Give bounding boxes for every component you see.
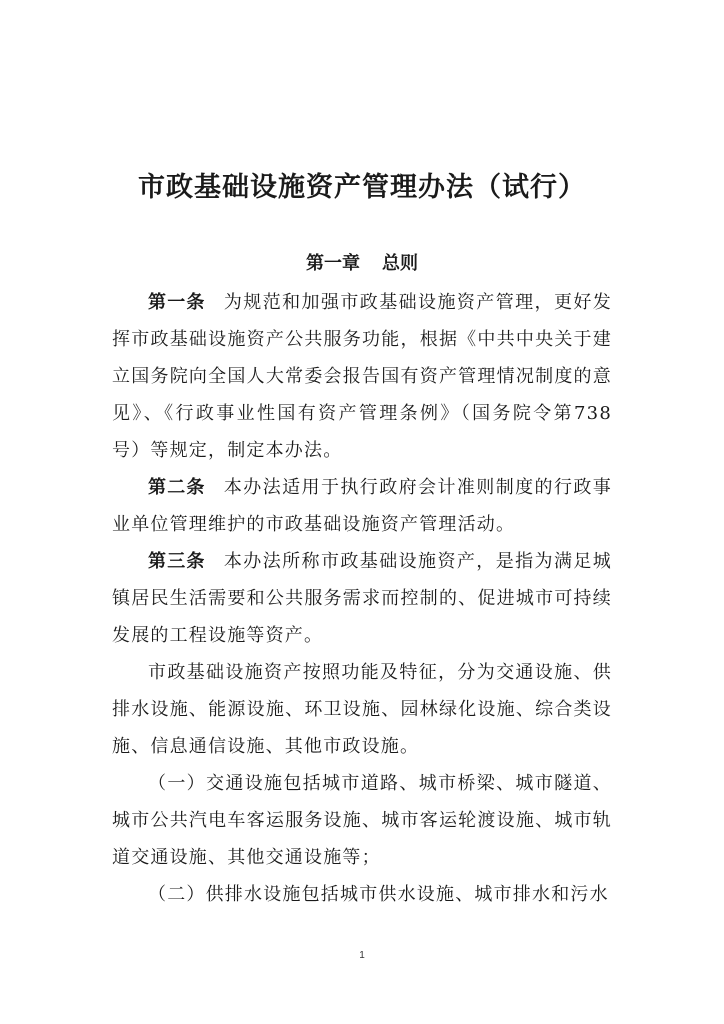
page-number: 1 (359, 950, 365, 961)
paragraph-text: 本办法所称市政基础设施资产，是指为满足城镇居民生活需要和公共服务需求而控制的、促进城市可持续发展的工程设施等资产。 (112, 551, 613, 646)
chapter-number: 第一章 (306, 253, 360, 274)
list-paragraph (112, 765, 612, 876)
paragraph-text: （一）交通设施包括城市道路、城市桥梁、城市隧道、城市公共汽电车客运服务设施、城市客运轮渡设施、城市轨道交通设施、其他交通设施等； (112, 773, 612, 868)
document-title: 市政基础设施资产管理办法（试行） (138, 172, 586, 203)
article-number: 第二条 (148, 477, 206, 498)
article-paragraph (112, 469, 612, 543)
article-number: 第三条 (148, 551, 206, 572)
article-number: 第一条 (148, 292, 206, 313)
paragraph-text: 本办法适用于执行政府会计准则制度的行政事业单位管理维护的市政基础设施资产管理活动。 (112, 477, 613, 535)
paragraph-text: 为规范和加强市政基础设施资产管理，更好发挥市政基础设施资产公共服务功能，根据《中共中央关于建立国务院向全国人大常委会报告国有资产管理情况制度的意见》、《行政事业性国有资产管理条例》（国务院令第738号）等规定，制定本办法。 (112, 292, 613, 461)
article-paragraph (112, 284, 612, 469)
body-paragraph (112, 654, 612, 765)
chapter-name: 总则 (382, 253, 418, 274)
list-paragraph (112, 876, 612, 913)
paragraph-text: 市政基础设施资产按照功能及特征，分为交通设施、供排水设施、能源设施、环卫设施、园林绿化设施、综合类设施、信息通信设施、其他市政设施。 (112, 662, 612, 757)
document-body (112, 284, 612, 913)
chapter-heading (0, 248, 724, 280)
article-paragraph (112, 543, 612, 654)
paragraph-text: （二）供排水设施包括城市供水设施、城市排水和污水 (148, 884, 609, 905)
